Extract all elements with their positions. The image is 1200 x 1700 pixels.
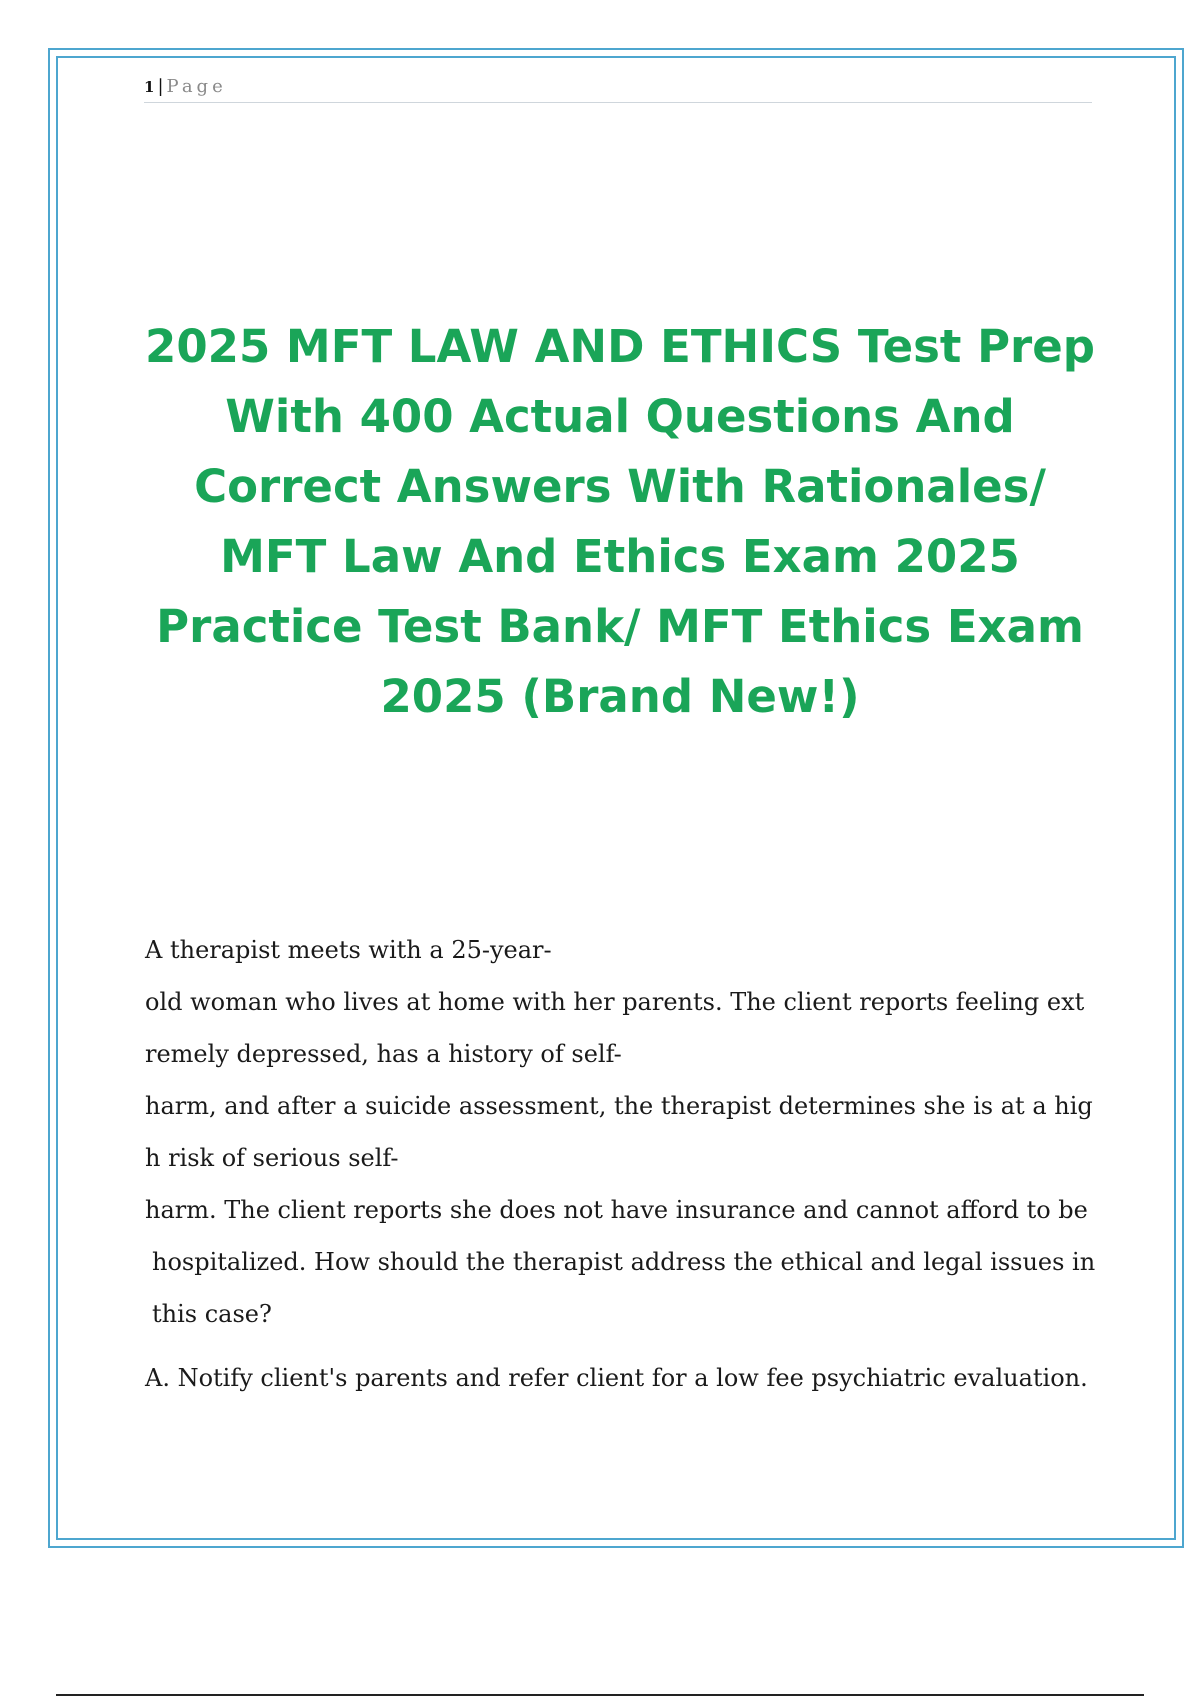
title-line: 2025 MFT LAW AND ETHICS Test Prep — [145, 320, 1095, 373]
title-line: Practice Test Bank/ MFT Ethics Exam — [156, 600, 1084, 653]
page-number: 1 — [144, 78, 155, 96]
question-line: harm, and after a suicide assessment, the therapist determines she is at a hig — [145, 1092, 1093, 1120]
answer-option-a: A. Notify client's parents and refer client for a low fee psychiatric evaluation. — [145, 1364, 1088, 1392]
question-text — [145, 924, 1096, 1340]
page-label: Page — [166, 76, 227, 97]
page-bottom-divider — [56, 1694, 1144, 1696]
page-header-separator: | — [157, 76, 164, 97]
page-header — [144, 72, 1092, 103]
title-line: 2025 (Brand New!) — [380, 670, 860, 723]
question-line: old woman who lives at home with her parents. The client reports feeling ext — [145, 988, 1085, 1016]
document-title — [130, 312, 1110, 732]
question-line: h risk of serious self- — [145, 1144, 399, 1172]
question-line: hospitalized. How should the therapist address the ethical and legal issues in — [152, 1248, 1096, 1276]
question-line: harm. The client reports she does not have insurance and cannot afford to be — [145, 1196, 1088, 1224]
question-line: A therapist meets with a 25-year- — [145, 936, 552, 964]
title-line: With 400 Actual Questions And — [225, 390, 1015, 443]
title-line: MFT Law And Ethics Exam 2025 — [220, 530, 1020, 583]
title-line: Correct Answers With Rationales/ — [194, 460, 1046, 513]
question-line: remely depressed, has a history of self- — [145, 1040, 622, 1068]
question-line: this case? — [152, 1300, 272, 1328]
